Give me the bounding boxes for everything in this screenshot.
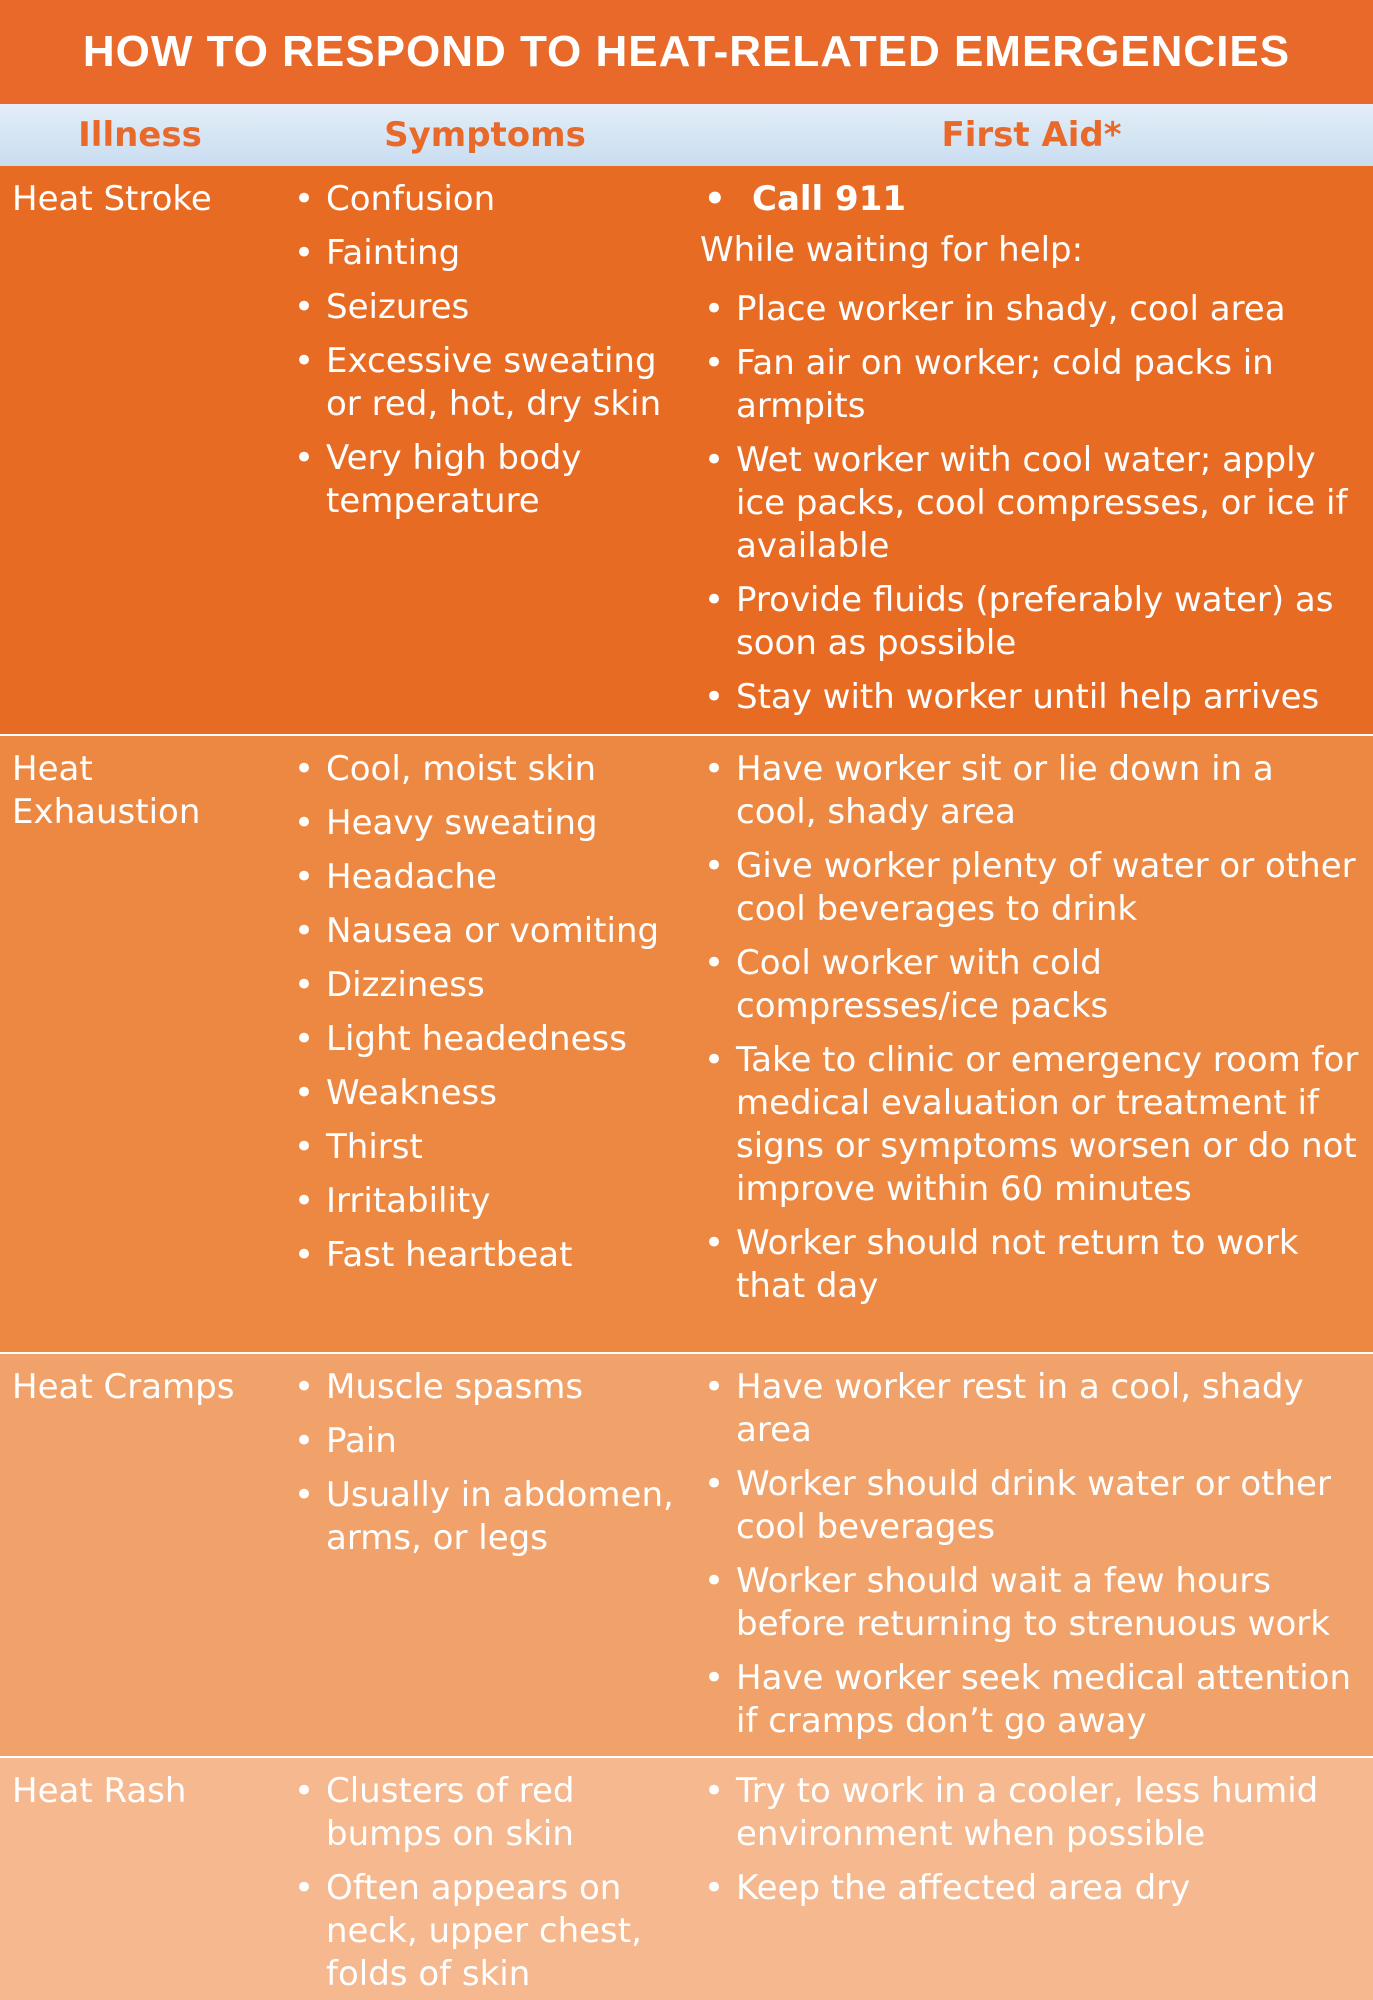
header-symptoms: Symptoms <box>384 115 586 155</box>
first-aid-cell <box>700 736 1373 1352</box>
symptom-item: • Cool, moist skin <box>290 748 690 791</box>
symptom-item: • Heavy sweating <box>290 802 690 845</box>
table-row-heat-stroke <box>0 166 1373 736</box>
first-aid-item: • Have worker rest in a cool, shady area <box>700 1366 1363 1452</box>
symptom-item: • Light headedness <box>290 1018 690 1061</box>
first-aid-item: • Take to clinic or emergency room for medical evaluation or treatment if signs or symptoms worsen or do not improve within 60 minutes <box>700 1039 1363 1211</box>
first-aid-item: • Provide fluids (preferably water) as soon as possible <box>700 579 1363 665</box>
header-first-aid: First Aid* <box>941 115 1122 155</box>
first-aid-item: • Worker should drink water or other cool beverages <box>700 1463 1363 1549</box>
first-aid-item: • Cool worker with cold compresses/ice packs <box>700 942 1363 1028</box>
symptom-item: • Irritability <box>290 1180 690 1223</box>
symptom-item: • Confusion <box>290 178 690 221</box>
symptom-item: • Seizures <box>290 286 690 329</box>
table-row-heat-exhaustion <box>0 736 1373 1354</box>
symptom-item: • Headache <box>290 856 690 899</box>
first-aid-item: • Place worker in shady, cool area <box>700 288 1363 331</box>
first-aid-item: • Have worker seek medical attention if cramps don’t go away <box>700 1657 1363 1743</box>
first-aid-cell <box>700 1758 1373 2000</box>
symptom-item: • Dizziness <box>290 964 690 1007</box>
first-aid-item: • Try to work in a cooler, less humid environment when possible <box>700 1770 1363 1856</box>
call-911-instruction: • Call 911 <box>700 178 1363 221</box>
symptom-item: • Fainting <box>290 232 690 275</box>
waiting-note: While waiting for help: <box>700 230 1084 270</box>
symptom-item: • Muscle spasms <box>290 1366 690 1409</box>
symptoms-cell <box>290 736 700 1352</box>
symptom-item: • Clusters of red bumps on skin <box>290 1770 690 1856</box>
symptoms-cell <box>290 1354 700 1756</box>
illness-cell: Heat Cramps <box>12 1367 235 1407</box>
first-aid-item: • Worker should wait a few hours before returning to strenuous work <box>700 1560 1363 1646</box>
first-aid-item: • Wet worker with cool water; apply ice packs, cool compresses, or ice if available <box>700 439 1363 568</box>
symptom-item: • Pain <box>290 1420 690 1463</box>
illness-cell: Heat Exhaustion <box>12 749 201 832</box>
illness-cell: Heat Rash <box>12 1771 187 1811</box>
illness-cell: Heat Stroke <box>12 179 212 219</box>
symptom-item: • Usually in abdomen, arms, or legs <box>290 1474 690 1560</box>
header-illness: Illness <box>78 115 202 155</box>
first-aid-cell <box>700 1354 1373 1756</box>
table-row-heat-cramps <box>0 1354 1373 1758</box>
symptom-item: • Often appears on neck, upper chest, folds of skin <box>290 1867 690 1996</box>
page-title: HOW TO RESPOND TO HEAT-RELATED EMERGENCIES <box>0 0 1373 104</box>
symptoms-cell <box>290 166 700 734</box>
first-aid-item: • Have worker sit or lie down in a cool, shady area <box>700 748 1363 834</box>
first-aid-item: • Keep the affected area dry <box>700 1867 1363 1910</box>
first-aid-item: • Stay with worker until help arrives <box>700 676 1363 719</box>
symptom-item: • Very high body temperature <box>290 437 690 523</box>
symptom-item: • Weakness <box>290 1072 690 1115</box>
symptom-item: • Excessive sweating or red, hot, dry skin <box>290 340 690 426</box>
first-aid-item: • Worker should not return to work that day <box>700 1222 1363 1308</box>
symptoms-cell <box>290 1758 700 2000</box>
first-aid-item: • Give worker plenty of water or other cool beverages to drink <box>700 845 1363 931</box>
table-header <box>0 104 1373 166</box>
symptom-item: • Nausea or vomiting <box>290 910 690 953</box>
table-row-heat-rash <box>0 1758 1373 2000</box>
first-aid-cell <box>700 166 1373 734</box>
symptom-item: • Fast heartbeat <box>290 1234 690 1277</box>
first-aid-item: • Fan air on worker; cold packs in armpits <box>700 342 1363 428</box>
symptom-item: • Thirst <box>290 1126 690 1169</box>
